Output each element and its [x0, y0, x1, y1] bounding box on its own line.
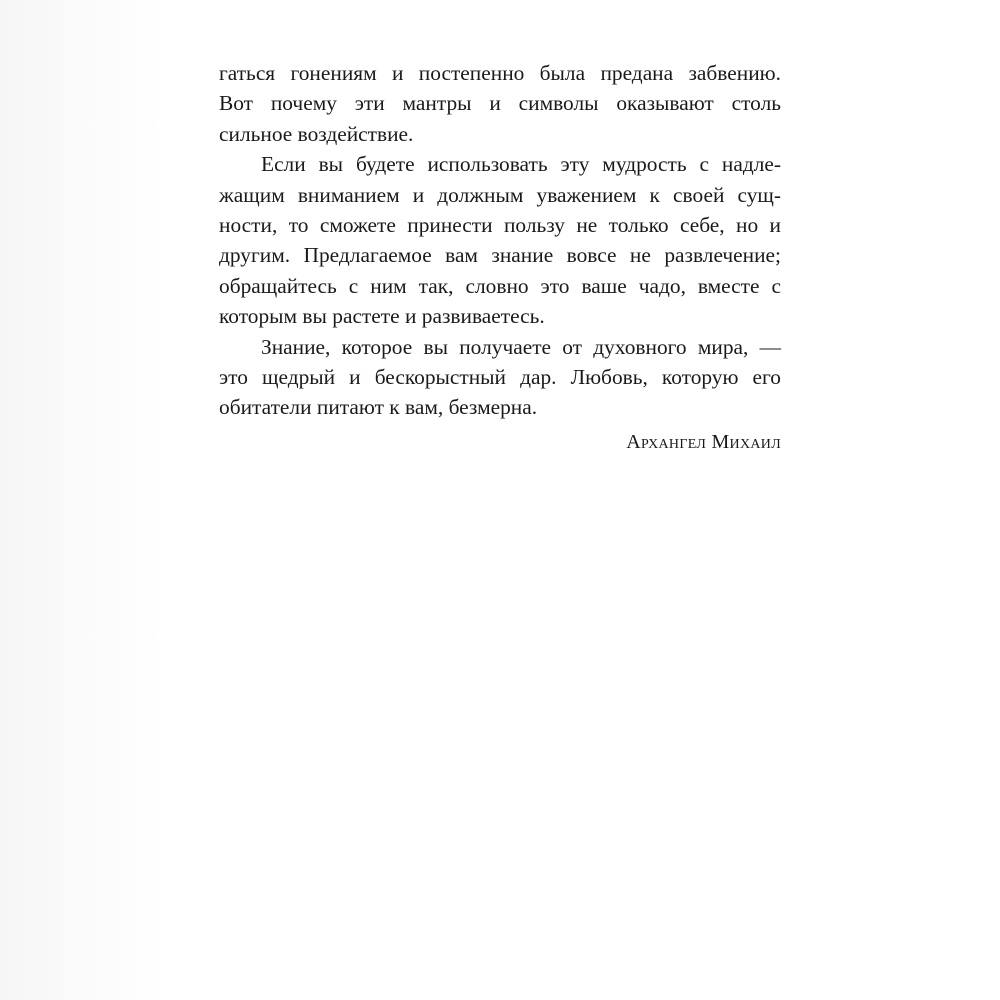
signature: Архангел Михаил	[626, 430, 781, 453]
page-text	[219, 58, 781, 457]
paragraph-1	[219, 58, 781, 149]
text-line: которым вы растете и развиваетесь.	[219, 304, 545, 329]
text-line: жащим вниманием и должным уважением к своей сущ-	[219, 182, 781, 207]
text-line: ности, то сможете принести пользу не только себе, но и	[219, 213, 781, 238]
text-line: другим. Предлагаемое вам знание вовсе не развлечение;	[219, 243, 781, 268]
text-line: обитатели питают к вам, безмерна.	[219, 395, 538, 420]
text-line: Вот почему эти мантры и символы оказывают столь	[219, 91, 781, 116]
text-line: сильное воздействие.	[219, 121, 414, 146]
text-line: гаться гонениям и постепенно была предана забвению.	[219, 61, 781, 85]
text-line: это щедрый и бескорыстный дар. Любовь, которую его	[219, 365, 781, 390]
paragraph-2	[219, 149, 781, 331]
text-line: обращайтесь с ним так, словно это ваше чадо, вместе с	[219, 273, 781, 298]
text-line: Знание, которое вы получаете от духовного мира, —	[261, 334, 781, 359]
paragraph-3	[219, 332, 781, 423]
text-line: Если вы будете использовать эту мудрость с надле-	[261, 152, 781, 177]
